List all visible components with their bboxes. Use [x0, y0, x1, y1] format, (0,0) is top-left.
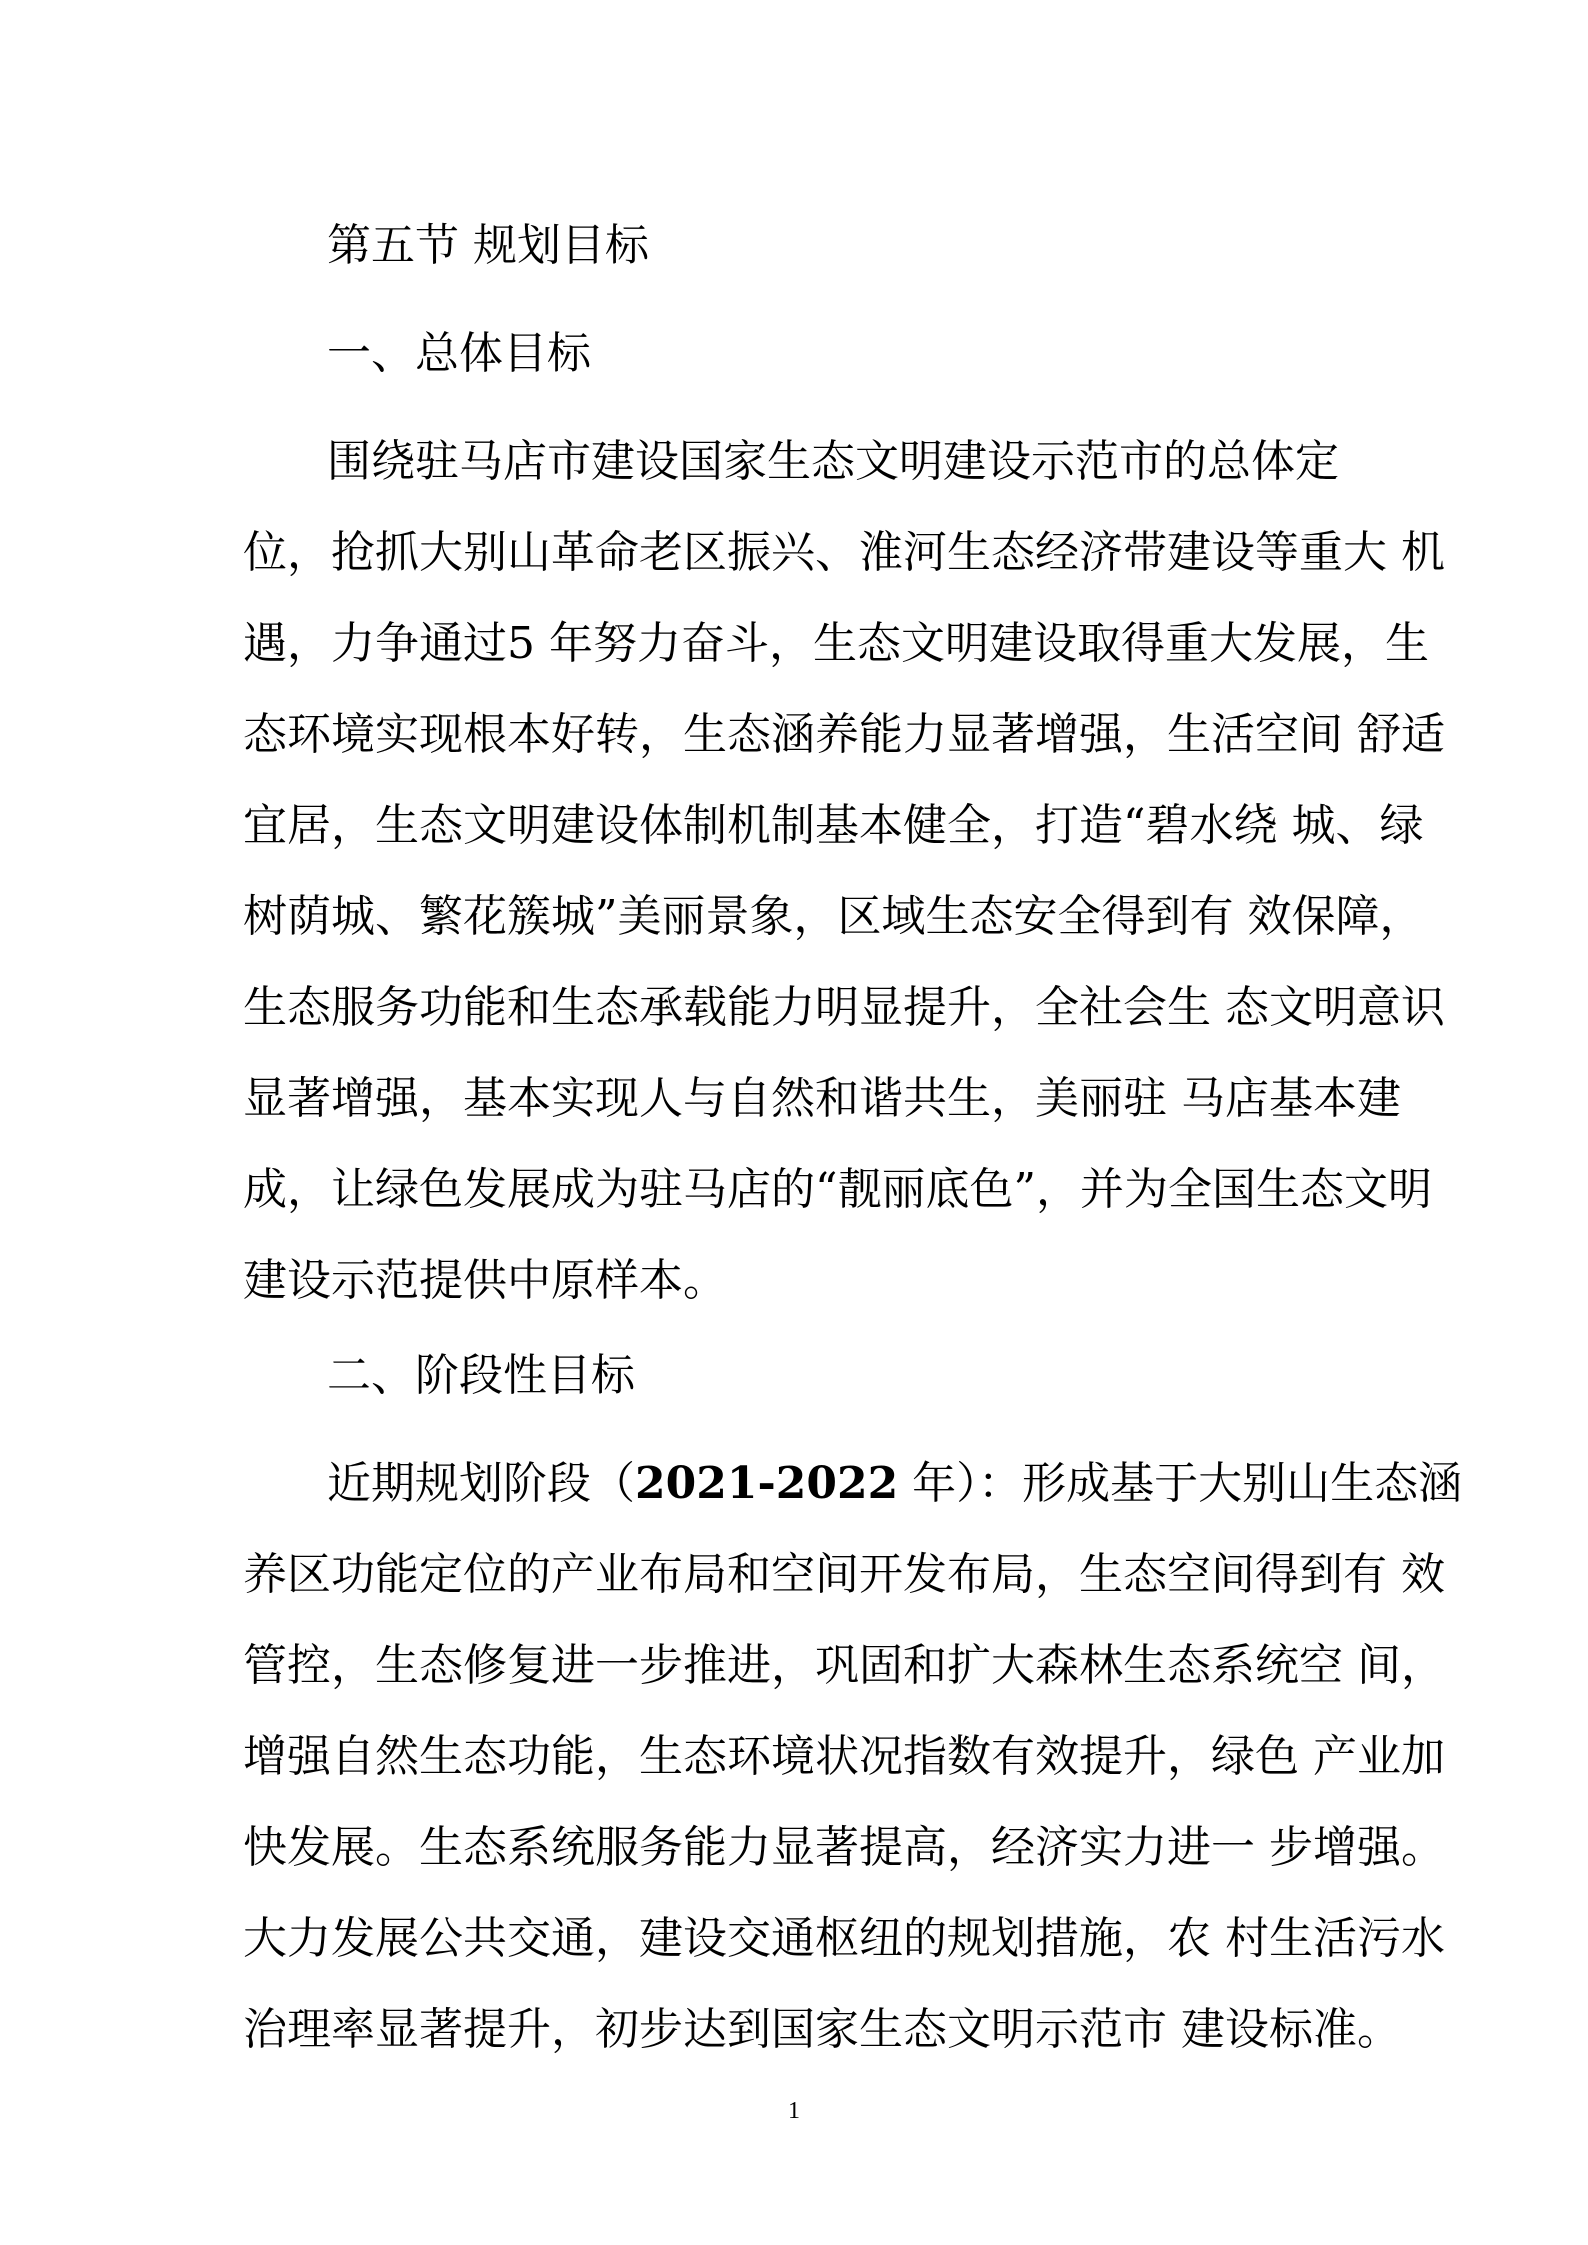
page-number: 1 [788, 2098, 800, 2124]
paragraph-line: 树荫城、繁花簇城”美丽景象，区域生态安全得到有 效保障， [243, 891, 1424, 942]
section-title: 第五节 规划目标 [327, 220, 649, 271]
stage-goal-heading: 二、阶段性目标 [327, 1350, 635, 1401]
line-suffix: 年）：形成基于大别山生态涵 [898, 1458, 1463, 1509]
paragraph-line: 管控，生态修复进一步推进，巩固和扩大森林生态系统空 间， [243, 1640, 1445, 1691]
overall-goal-paragraph [243, 416, 1445, 1326]
paragraph-line: 位，抢抓大别山革命老区振兴、淮河生态经济带建设等重大 机 [243, 527, 1445, 578]
paragraph-line: 大力发展公共交通，建设交通枢纽的规划措施，农 村生活污水 [243, 1913, 1445, 1964]
paragraph-line: 成，让绿色发展成为驻马店的“靓丽底色”，并为全国生态文明 [243, 1164, 1432, 1215]
paragraph-line: 增强自然生态功能，生态环境状况指数有效提升，绿色 产业加 [243, 1731, 1445, 1782]
paragraph-line: 态环境实现根本好转，生态涵养能力显著增强，生活空间 舒适 [243, 709, 1445, 760]
paragraph-line: 围绕驻马店市建设国家生态文明建设示范市的总体定 [327, 436, 1339, 487]
paragraph-line [243, 1438, 1463, 1529]
line-prefix: 近期规划阶段（ [327, 1458, 635, 1509]
paragraph-line: 快发展。生态系统服务能力显著提高，经济实力进一 步增强。 [243, 1822, 1445, 1873]
year-range: 2021-2022 [635, 1458, 899, 1509]
paragraph-line: 治理率显著提升，初步达到国家生态文明示范市 建设标准。 [243, 2004, 1401, 2055]
paragraph-line: 宜居，生态文明建设体制机制基本健全，打造“碧水绕 城、绿 [243, 800, 1424, 851]
stage-goal-paragraph [243, 1438, 1463, 2075]
paragraph-line: 养区功能定位的产业布局和空间开发布局，生态空间得到有 效 [243, 1549, 1445, 1600]
paragraph-line: 遇，力争通过5 年努力奋斗，生态文明建设取得重大发展，生 [243, 618, 1429, 669]
paragraph-line: 建设示范提供中原样本。 [243, 1255, 727, 1306]
paragraph-line: 显著增强，基本实现人与自然和谐共生，美丽驻 马店基本建 [243, 1073, 1401, 1124]
paragraph-line: 生态服务功能和生态承载能力明显提升，全社会生 态文明意识 [243, 982, 1445, 1033]
page-content [243, 218, 1463, 2075]
overall-goal-heading: 一、总体目标 [327, 328, 591, 379]
